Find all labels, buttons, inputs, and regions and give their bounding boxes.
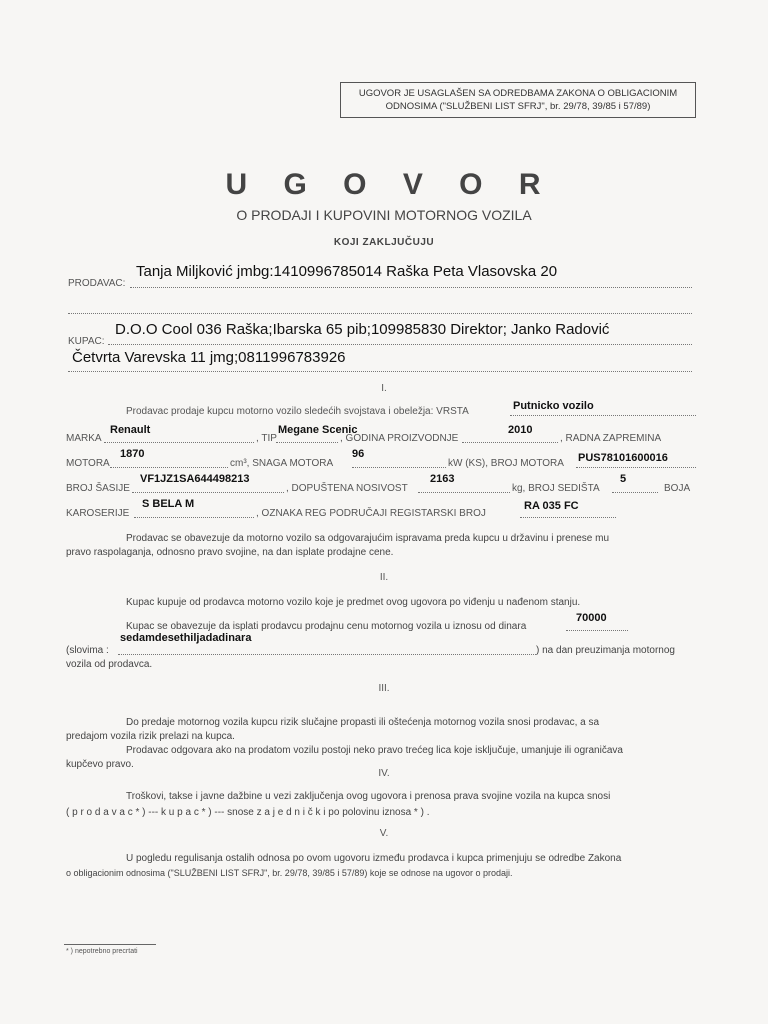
slovima-dotted-line <box>118 654 536 655</box>
sasija-value: VF1JZ1SA644498213 <box>140 473 250 485</box>
motor-number-dotted-line <box>576 467 696 468</box>
paragraph-4-line-1: Do predaje motornog vozila kupcu rizik slučajne propasti ili oštećenja motornog vozila snosi prodavac, a sa <box>126 717 600 728</box>
sasija-dotted-line <box>132 492 284 493</box>
broj-motora-value: PUS78101600016 <box>578 452 668 464</box>
paragraph-3-line-3: vozila od prodavca. <box>66 659 153 670</box>
prodavac-dotted-line-2 <box>68 313 692 314</box>
sasija-label: BROJ ŠASIJE <box>66 483 130 494</box>
boja-dotted-line <box>134 517 254 518</box>
paragraph-6-line-1: U pogledu regulisanja ostalih odnosa po ovom ugovoru između prodavca i kupca primenjuju se odredbe Zakona <box>126 853 622 864</box>
footnote: * ) nepotrebno precrtati <box>66 948 138 955</box>
marka-value: Renault <box>110 424 151 436</box>
kupac-label: KUPAC: <box>68 336 105 347</box>
prodavac-label: PRODAVAC: <box>68 278 126 289</box>
tip-dotted-line <box>276 442 338 443</box>
section-iii-heading: III. <box>378 683 390 694</box>
paragraph-4-line-4: kupčevo pravo. <box>66 759 134 770</box>
kw-label: kW (KS), BROJ MOTORA <box>448 458 564 469</box>
notice-line-1: UGOVOR JE USAGLAŠEN SA ODREDBAMA ZAKONA O OBLIGACIONIM <box>358 88 678 99</box>
sedista-value: 5 <box>620 473 627 485</box>
snaga-value: 96 <box>352 448 365 460</box>
legal-notice-box <box>340 82 696 118</box>
snaga-dotted-line <box>352 467 446 468</box>
paragraph-1-line-2: pravo raspolaganja, odnosno pravo svojine, na dan isplate prodajne cene. <box>66 547 394 558</box>
vrsta-dotted-line <box>510 415 696 416</box>
vehicle-intro-text: Prodavac prodaje kupcu motorno vozilo sledećih svojstava i obeležja: VRSTA <box>126 406 469 417</box>
slovima-value: sedamdesethiljadadinara <box>120 632 252 644</box>
paragraph-4-line-2: predajom vozila rizik prelazi na kupca. <box>66 731 235 742</box>
motora-label: MOTORA <box>66 458 110 469</box>
kupac-dotted-line-2 <box>68 371 692 372</box>
nosivost-dotted-line <box>418 492 510 493</box>
kupac-value-line2: Četvrta Varevska 11 jmg;0811996783926 <box>72 349 346 366</box>
karoserije-label: KAROSERIJE <box>66 508 130 519</box>
vrsta-value: Putnicko vozilo <box>513 400 594 412</box>
zapremina-value: 1870 <box>120 448 145 460</box>
prodavac-dotted-line <box>130 287 692 288</box>
notice-line-2: ODNOSIMA ("SLUŽBENI LIST SFRJ", br. 29/78, 39/85 i 57/89) <box>385 101 651 112</box>
document-title: U G O V O R <box>225 168 555 201</box>
footnote-divider <box>64 944 156 945</box>
paragraph-5-line-2: ( p r o d a v a c * ) --- k u p a c * ) --- snose z a j e d n i č k i po polovinu iznosa * ) . <box>66 807 430 818</box>
nosivost-label: , DOPUŠTENA NOSIVOST <box>286 483 408 494</box>
zapremina-dotted-line <box>110 467 228 468</box>
iznos-dotted-line <box>566 630 628 631</box>
document-subsubtitle: KOJI ZAKLJUČUJU <box>333 237 435 248</box>
kupac-value-line1: D.O.O Cool 036 Raška;Ibarska 65 pib;109985830 Direktor; Janko Radović <box>115 321 610 338</box>
kupac-dotted-line <box>108 344 692 345</box>
nosivost-value: 2163 <box>430 473 455 485</box>
tip-label: , TIP <box>256 433 277 444</box>
slovima-label: (slovima : <box>66 645 109 656</box>
paragraph-1-line-1: Prodavac se obavezuje da motorno vozilo sa odgovarajućim ispravama preda kupcu u državinu i prenese mu <box>126 533 610 544</box>
godina-label: , GODINA PROIZVODNJE <box>340 433 459 444</box>
document-subtitle: O PRODAJI I KUPOVINI MOTORNOG VOZILA <box>236 207 532 223</box>
godina-value: 2010 <box>508 424 533 436</box>
paragraph-2: Kupac kupuje od prodavca motorno vozilo koje je predmet ovog ugovora po viđenju u nađenom stanju. <box>126 597 581 608</box>
marka-dotted-line <box>104 442 254 443</box>
section-iv-heading: IV. <box>378 768 390 779</box>
paragraph-3-line-1: Kupac se obavezuje da isplati prodavcu prodajnu cenu motornog vozila u iznosu od dinara <box>126 621 527 632</box>
paragraph-3-end: ) na dan preuzimanja motornog <box>536 645 675 656</box>
godina-dotted-line <box>462 442 558 443</box>
iznos-value: 70000 <box>576 612 607 624</box>
reg-broj-value: RA 035 FC <box>524 500 579 512</box>
paragraph-4-line-3: Prodavac odgovara ako na prodatom vozilu postoji neko pravo trećeg lica koje isključuje, umanjuje ili ograničava <box>126 745 623 756</box>
prodavac-value: Tanja Miljković jmbg:1410996785014 Raška Peta Vlasovska 20 <box>136 263 558 280</box>
section-v-heading: V. <box>379 828 389 839</box>
kg-label: kg, BROJ SEDIŠTA <box>512 483 600 494</box>
marka-label: MARKA <box>66 433 102 444</box>
paragraph-5-line-1: Troškovi, takse i javne dažbine u vezi zaključenja ovog ugovora i prenosa prava svojine vozila na kupca snosi <box>126 791 611 802</box>
cm-label: cm³, SNAGA MOTORA <box>230 458 334 469</box>
paragraph-6-line-2: o obligacionim odnosima ("SLUŽBENI LIST SFRJ", br. 29/78, 39/85 i 57/89) koje se odnose na ugovor o prodaji. <box>66 868 513 878</box>
tip-value: Megane Scenic <box>278 424 358 436</box>
boja-value: S BELA M <box>142 498 195 510</box>
boja-label: BOJA <box>664 483 691 494</box>
section-ii-heading: II. <box>379 572 389 583</box>
reg-dotted-line <box>520 517 616 518</box>
section-i-heading: I. <box>381 383 387 394</box>
sedista-dotted-line <box>612 492 658 493</box>
oznaka-label: , OZNAKA REG PODRUČAJI REGISTARSKI BROJ <box>256 508 486 519</box>
zapremina-label: , RADNA ZAPREMINA <box>560 433 662 444</box>
